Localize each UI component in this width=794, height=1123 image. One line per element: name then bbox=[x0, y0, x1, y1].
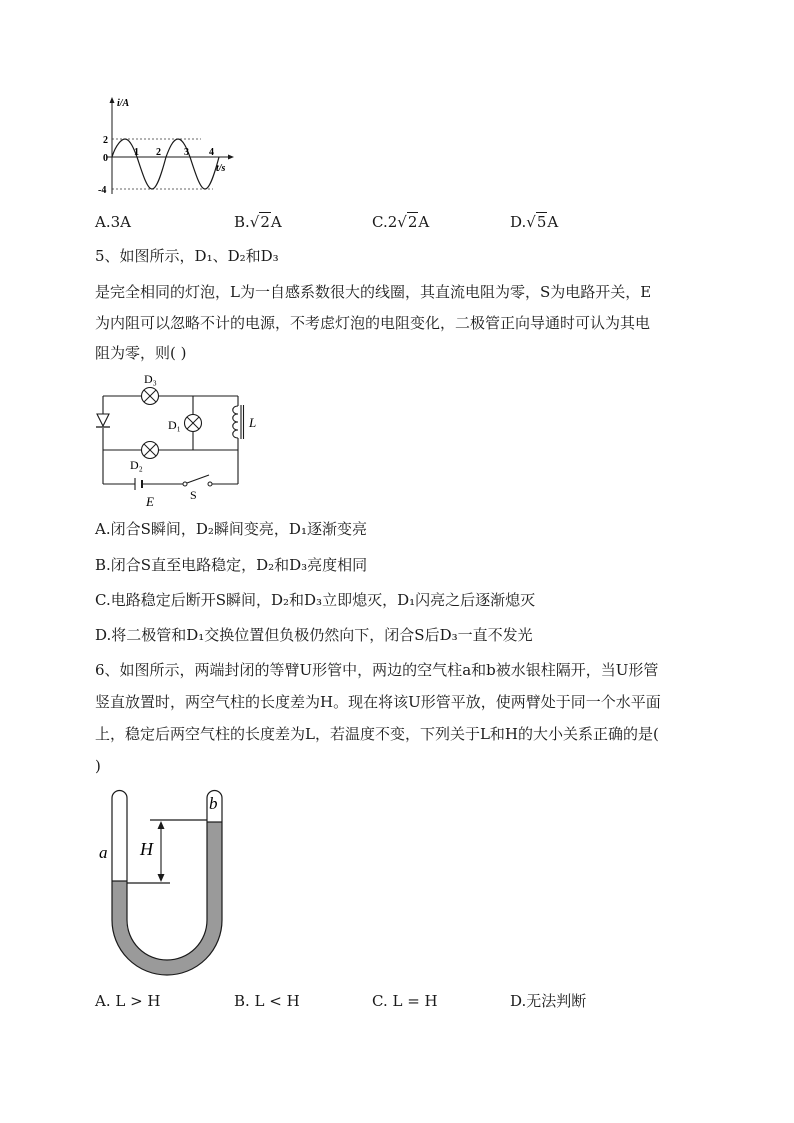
q4-option-c-prefix: C. bbox=[372, 213, 388, 231]
label-a: a bbox=[99, 843, 108, 862]
bulb-d1-icon bbox=[185, 415, 202, 432]
x-tick-4: 4 bbox=[209, 147, 214, 158]
q5-option-c[interactable]: C.电路稳定后断开S瞬间，D₂和D₃立即熄灭，D₁闪亮之后逐渐熄灭 bbox=[95, 591, 536, 609]
q4-option-d-radicand: 5 bbox=[536, 213, 547, 231]
inductor-icon bbox=[233, 405, 244, 439]
x-tick-1: 1 bbox=[134, 147, 139, 158]
q6-stem-line-3: 上，稳定后两空气柱的长度差为L，若温度不变，下列关于L和H的大小关系正确的是( bbox=[95, 725, 659, 743]
q5-option-d[interactable]: D.将二极管和D₁交换位置但负极仍然向下，闭合S后D₃一直不发光 bbox=[95, 626, 533, 644]
q4-option-b-prefix: B. bbox=[234, 213, 250, 231]
current-waveform bbox=[112, 139, 219, 189]
bulb-d3-icon bbox=[142, 388, 159, 405]
q4-option-c-coef: 2 bbox=[387, 213, 398, 231]
q5-stem-line-4: 阻为零，则( ) bbox=[95, 344, 187, 362]
q6-option-c[interactable]: C. L = H bbox=[372, 992, 438, 1010]
q4-option-c-unit: A bbox=[418, 213, 430, 231]
switch-icon bbox=[183, 475, 212, 486]
q4-option-a[interactable]: A.3A bbox=[95, 213, 131, 231]
label-d2: D₂ bbox=[130, 458, 143, 472]
y-tick-0: 0 bbox=[103, 153, 108, 164]
q6-option-b[interactable]: B. L < H bbox=[234, 992, 300, 1010]
label-b: b bbox=[209, 794, 218, 813]
label-d3: D₃ bbox=[144, 372, 157, 386]
x-tick-3: 3 bbox=[184, 147, 189, 158]
y-tick-neg4: -4 bbox=[98, 185, 107, 196]
circuit-diagram bbox=[90, 368, 270, 510]
label-e: E bbox=[146, 494, 154, 509]
x-axis-label: t/s bbox=[216, 163, 226, 174]
y-axis-label: i/A bbox=[117, 98, 130, 109]
y-axis-arrow bbox=[110, 97, 115, 103]
q5-stem-line-1: 5、如图所示，D₁、D₂和D₃ bbox=[95, 247, 279, 265]
q4-option-d[interactable] bbox=[510, 212, 558, 232]
label-d1: D₁ bbox=[168, 418, 181, 432]
label-s: S bbox=[190, 488, 197, 502]
x-axis-arrow bbox=[228, 155, 234, 160]
q4-option-b[interactable] bbox=[234, 212, 282, 232]
q4-option-c[interactable] bbox=[372, 212, 429, 232]
q4-option-b-unit: A bbox=[270, 213, 282, 231]
q5-stem-line-3: 为内阻可以忽略不计的电源，不考虑灯泡的电阻变化，二极管正向导通时可认为其电 bbox=[95, 314, 651, 332]
q6-stem-line-1: 6、如图所示，两端封闭的等臂U形管中，两边的空气柱a和b被水银柱隔开，当U形管 bbox=[95, 661, 659, 679]
mercury-column bbox=[112, 822, 222, 975]
battery-icon bbox=[135, 478, 142, 490]
q4-option-b-radicand: 2 bbox=[260, 213, 270, 231]
q6-stem-line-4: ) bbox=[95, 757, 101, 775]
sqrt-sign: √5 bbox=[526, 213, 547, 231]
q5-stem-line-2: 是完全相同的灯泡，L为一自感系数很大的线圈，其直流电阻为零，S为电路开关，E bbox=[95, 283, 652, 301]
y-tick-2: 2 bbox=[103, 135, 108, 146]
q6-stem-line-2: 竖直放置时，两空气柱的长度差为H。现在将该U形管平放，使两臂处于同一个水平面 bbox=[95, 693, 661, 711]
u-tube-figure bbox=[92, 780, 232, 980]
q5-option-b[interactable]: B.闭合S直至电路稳定，D₂和D₃亮度相同 bbox=[95, 556, 368, 574]
q4-option-c-radicand: 2 bbox=[407, 213, 418, 231]
label-h: H bbox=[140, 839, 153, 859]
q6-option-d[interactable]: D.无法判断 bbox=[510, 992, 587, 1010]
q6-option-a[interactable]: A. L > H bbox=[95, 992, 161, 1010]
q4-option-d-prefix: D. bbox=[510, 213, 527, 231]
q4-option-d-unit: A bbox=[547, 213, 559, 231]
bulb-d2-icon bbox=[142, 442, 159, 459]
x-tick-2: 2 bbox=[156, 147, 161, 158]
sqrt-sign: √2 bbox=[397, 213, 418, 231]
q5-option-a[interactable]: A.闭合S瞬间，D₂瞬间变亮，D₁逐渐变亮 bbox=[95, 520, 367, 538]
label-l: L bbox=[249, 415, 257, 430]
sqrt-sign: √2 bbox=[249, 213, 270, 231]
diode-icon bbox=[96, 414, 110, 427]
current-time-graph bbox=[95, 94, 240, 199]
